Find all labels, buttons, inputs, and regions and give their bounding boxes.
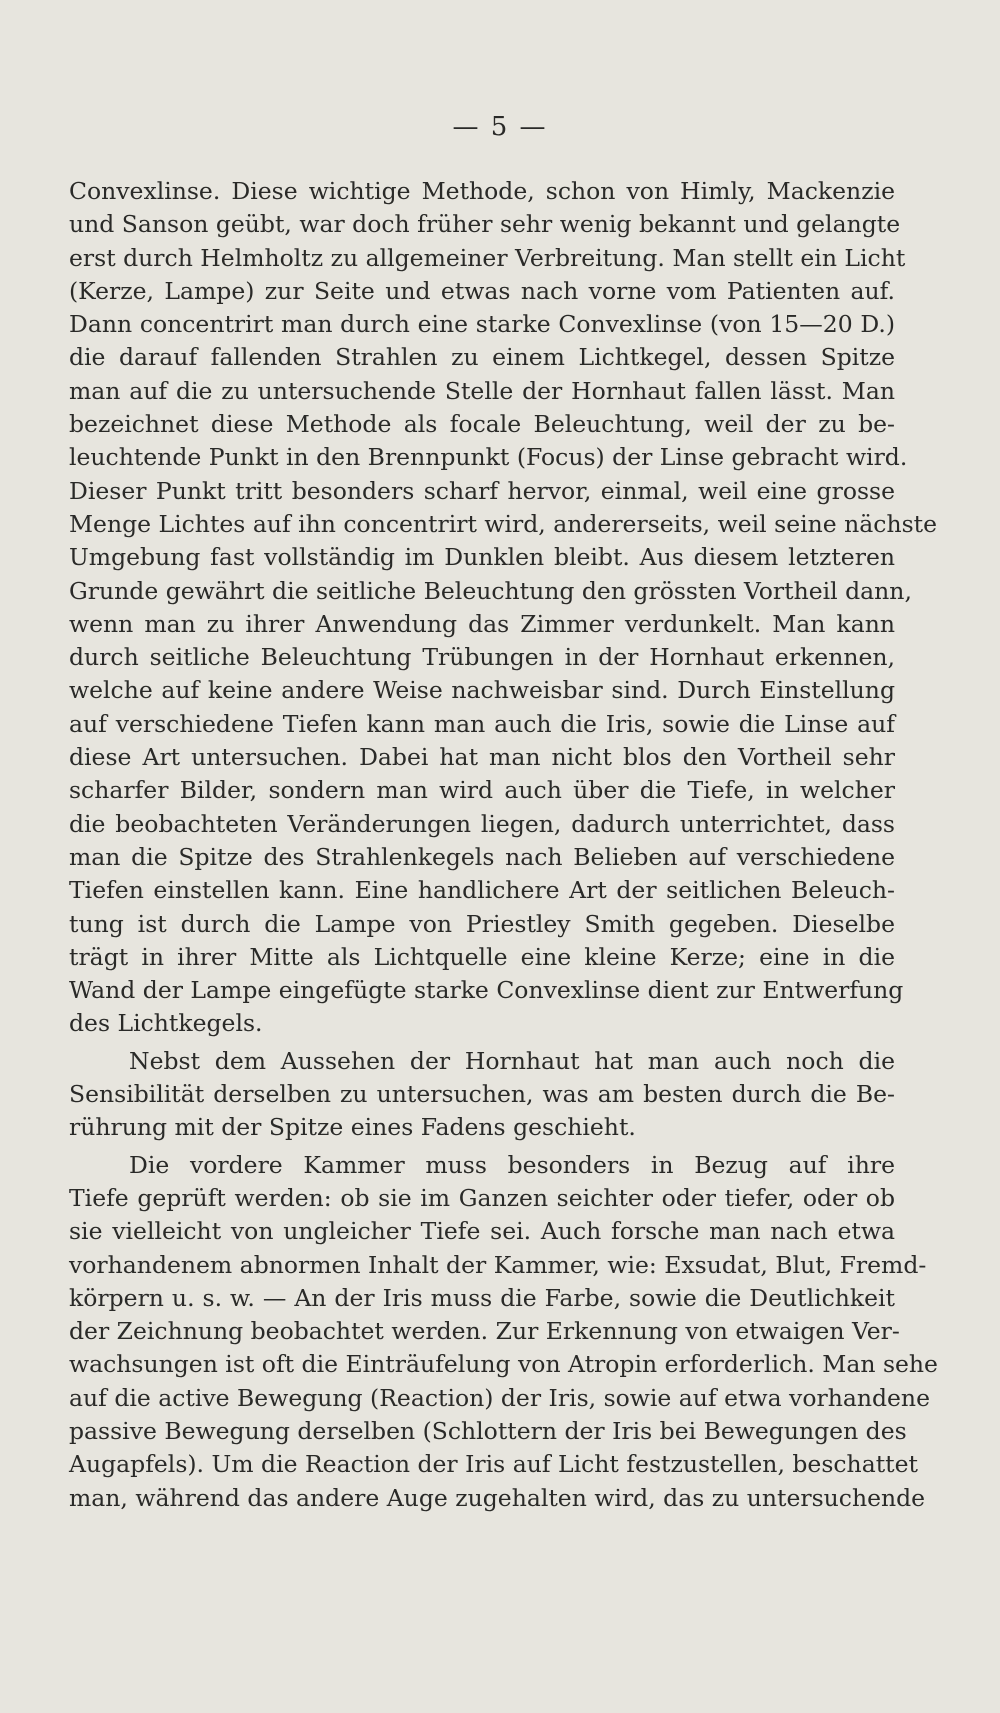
text-line: Umgebung fast vollständig im Dunklen bleibt. Aus diesem letzteren <box>69 543 895 572</box>
text-line: durch seitliche Beleuchtung Trübungen in der Hornhaut erkennen, <box>69 643 895 672</box>
paragraph-1 <box>69 175 937 1041</box>
text-line: Dieser Punkt tritt besonders scharf hervor, einmal, weil eine grosse <box>69 476 895 505</box>
text-line: diese Art untersuchen. Dabei hat man nicht blos den Vortheil sehr <box>69 743 895 772</box>
text-line: scharfer Bilder, sondern man wird auch über die Tiefe, in welcher <box>69 776 895 805</box>
text-line: die darauf fallenden Strahlen zu einem Lichtkegel, dessen Spitze <box>69 343 895 372</box>
text-line: Wand der Lampe eingefügte starke Convexlinse dient zur Entwerfung <box>69 976 904 1005</box>
text-line: wenn man zu ihrer Anwendung das Zimmer verdunkelt. Man kann <box>69 609 895 638</box>
text-line: Tiefe geprüft werden: ob sie im Ganzen seichter oder tiefer, oder ob <box>69 1183 895 1212</box>
text-line: Tiefen einstellen kann. Eine handlichere Art der seitlichen Beleuch- <box>69 876 895 905</box>
text-line: die beobachteten Veränderungen liegen, dadurch unterrichtet, dass <box>69 809 895 838</box>
body-text <box>69 175 938 1515</box>
text-line: körpern u. s. w. — An der Iris muss die Farbe, sowie die Deutlichkeit <box>69 1283 895 1312</box>
text-line: erst durch Helmholtz zu allgemeiner Verbreitung. Man stellt ein Licht <box>69 243 906 272</box>
text-line: rührung mit der Spitze eines Fadens geschieht. <box>69 1113 636 1142</box>
text-line: man auf die zu untersuchende Stelle der Hornhaut fallen lässt. Man <box>69 376 895 405</box>
text-line: Die vordere Kammer muss besonders in Bezug auf ihre <box>129 1150 895 1179</box>
text-line: bezeichnet diese Methode als focale Beleuchtung, weil der zu be- <box>69 410 895 439</box>
text-line: passive Bewegung derselben (Schlottern der Iris bei Bewegungen des <box>69 1416 907 1445</box>
text-line: Grunde gewährt die seitliche Beleuchtung den grössten Vortheil dann, <box>69 576 912 605</box>
text-line: (Kerze, Lampe) zur Seite und etwas nach vorne vom Patienten auf. <box>69 276 895 305</box>
text-line: Menge Lichtes auf ihn concentrirt wird, andererseits, weil seine nächste <box>69 509 937 538</box>
text-line: wachsungen ist oft die Einträufelung von Atropin erforderlich. Man sehe <box>69 1350 938 1379</box>
text-line: auf verschiedene Tiefen kann man auch die Iris, sowie die Linse auf <box>69 709 895 738</box>
paragraph-3 <box>69 1149 938 1515</box>
text-line: Dann concentrirt man durch eine starke Convexlinse (von 15—20 D.) <box>69 310 895 339</box>
text-line: welche auf keine andere Weise nachweisbar sind. Durch Einstellung <box>69 676 895 705</box>
page-number: — 5 — <box>452 112 548 142</box>
text-line: man die Spitze des Strahlenkegels nach Belieben auf verschiedene <box>69 842 895 871</box>
paragraph-2 <box>69 1045 895 1145</box>
text-line: und Sanson geübt, war doch früher sehr wenig bekannt und gelangte <box>69 210 901 239</box>
text-line: Sensibilität derselben zu untersuchen, was am besten durch die Be- <box>69 1080 895 1109</box>
text-line: man, während das andere Auge zugehalten wird, das zu untersuchende <box>69 1483 926 1512</box>
text-line: des Lichtkegels. <box>69 1009 263 1038</box>
text-line: tung ist durch die Lampe von Priestley Smith gegeben. Dieselbe <box>69 909 895 938</box>
text-line: sie vielleicht von ungleicher Tiefe sei. Auch forsche man nach etwa <box>69 1217 895 1246</box>
text-line: Nebst dem Aussehen der Hornhaut hat man auch noch die <box>129 1046 895 1075</box>
text-line: der Zeichnung beobachtet werden. Zur Erkennung von etwaigen Ver- <box>69 1317 900 1346</box>
text-line: auf die active Bewegung (Reaction) der Iris, sowie auf etwa vorhandene <box>69 1383 930 1412</box>
text-line: leuchtende Punkt in den Brennpunkt (Focus) der Linse gebracht wird. <box>69 443 908 472</box>
text-line: vorhandenem abnormen Inhalt der Kammer, wie: Exsudat, Blut, Fremd- <box>69 1250 927 1279</box>
text-line: Convexlinse. Diese wichtige Methode, schon von Himly, Mackenzie <box>69 177 895 205</box>
text-line: Augapfels). Um die Reaction der Iris auf Licht festzustellen, beschattet <box>69 1450 918 1479</box>
text-line: trägt in ihrer Mitte als Lichtquelle eine kleine Kerze; eine in die <box>69 942 895 971</box>
